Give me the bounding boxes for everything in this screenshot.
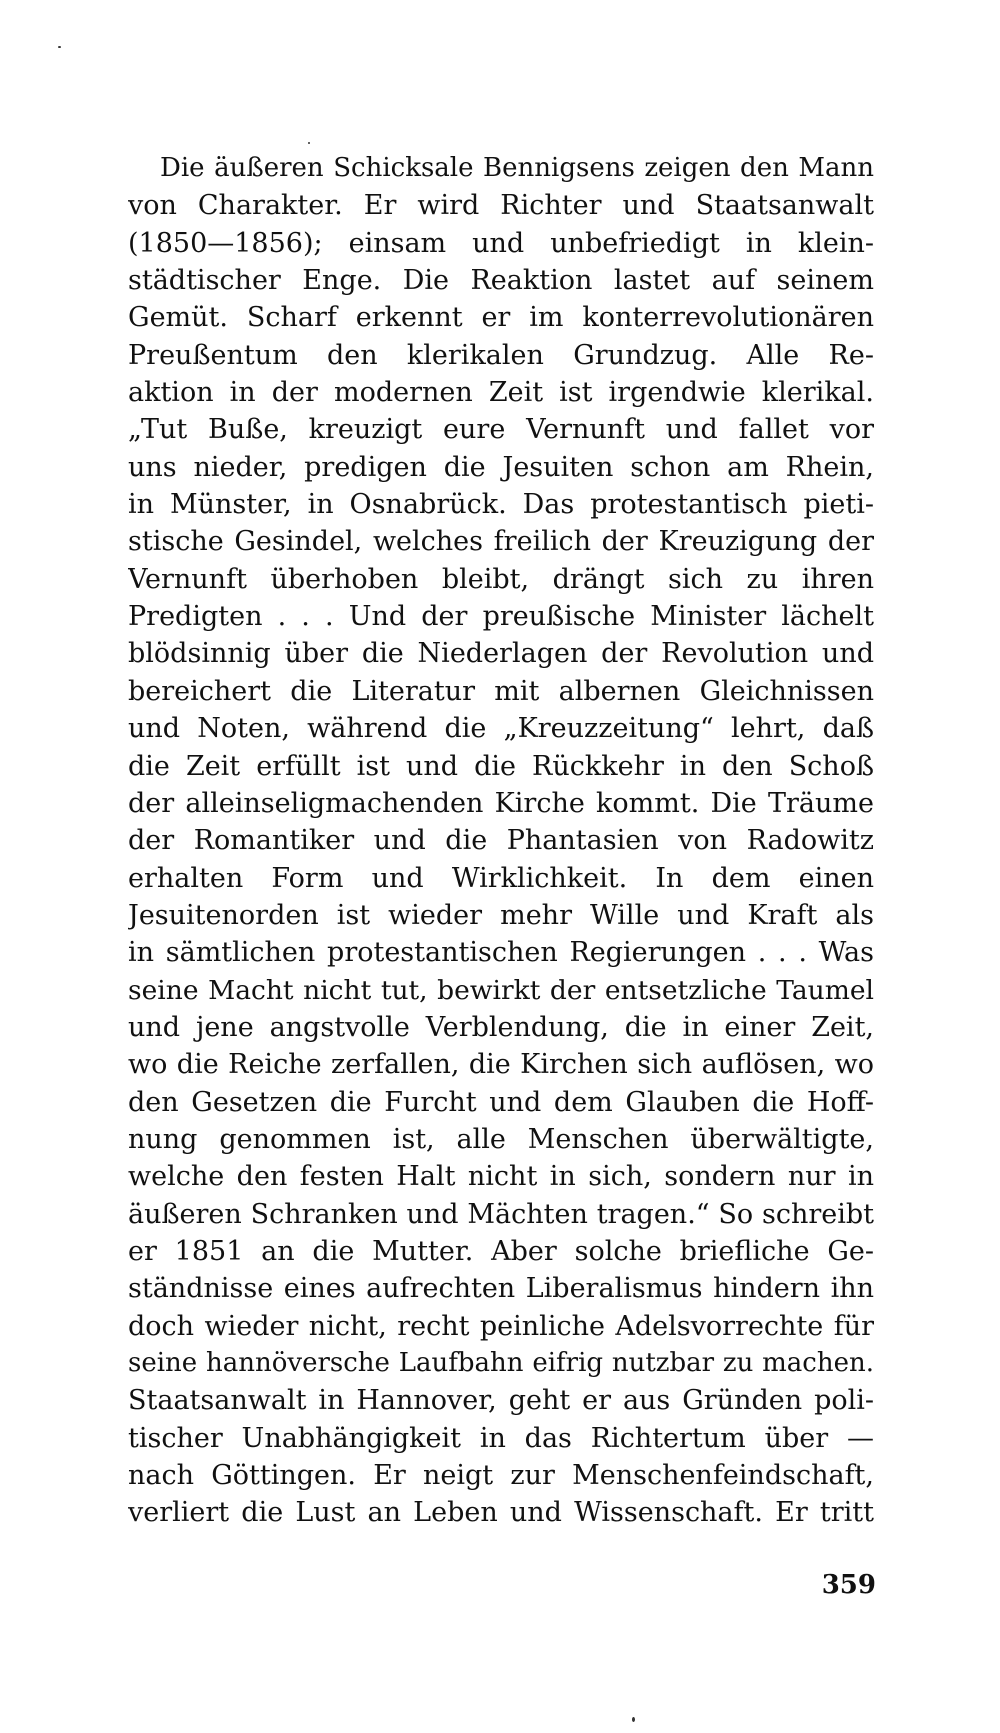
text-line: in Münster, in Osnabrück. Das protestantisch pieti- <box>128 489 874 521</box>
text-line: städtischer Enge. Die Reaktion lastet auf seinem <box>128 265 874 297</box>
text-line: Die äußeren Schicksale Bennigsens zeigen den Mann <box>160 153 874 183</box>
text-line: Gemüt. Scharf erkennt er im konterrevolutionären <box>128 302 874 334</box>
text-line: aktion in der modernen Zeit ist irgendwie klerikal. <box>128 377 874 409</box>
text-line: äußeren Schranken und Mächten tragen.“ So schreibt <box>128 1198 874 1230</box>
text-line: wo die Reiche zerfallen, die Kirchen sich auflösen, wo <box>128 1049 874 1081</box>
text-line: die Zeit erfüllt ist und die Rückkehr in den Schoß <box>128 750 874 782</box>
text-line: und jene angstvolle Verblendung, die in einer Zeit, <box>128 1011 874 1043</box>
text-line: seine Macht nicht tut, bewirkt der entsetzliche Taumel <box>128 974 874 1006</box>
text-line: und Noten, während die „Kreuzzeitung“ lehrt, daß <box>128 713 874 745</box>
text-line: uns nieder, predigen die Jesuiten schon am Rhein, <box>128 451 874 483</box>
text-line: er 1851 an die Mutter. Aber solche briefliche Ge- <box>128 1235 874 1267</box>
scan-speck <box>58 46 61 48</box>
page-number: 359 <box>821 1570 876 1600</box>
scan-speck <box>632 1717 635 1722</box>
text-line: stische Gesindel, welches freilich der Kreuzigung der <box>128 526 874 558</box>
text-line: in sämtlichen protestantischen Regierungen . . . Was <box>128 937 874 969</box>
text-line: verliert die Lust an Leben und Wissenschaft. Er tritt <box>128 1497 874 1529</box>
text-line: blödsinnig über die Niederlagen der Revolution und <box>128 638 874 670</box>
text-line: welche den festen Halt nicht in sich, sondern nur in <box>128 1161 874 1193</box>
text-line: bereichert die Literatur mit albernen Gleichnissen <box>128 675 874 707</box>
text-line: von Charakter. Er wird Richter und Staatsanwalt <box>128 190 874 222</box>
text-line: (1850—1856); einsam und unbefriedigt in klein- <box>128 227 874 259</box>
text-line: „Tut Buße, kreuzigt eure Vernunft und fallet vor <box>128 414 874 446</box>
text-line: nung genommen ist, alle Menschen überwältigte, <box>128 1123 874 1155</box>
text-line: der Romantiker und die Phantasien von Radowitz <box>128 825 874 857</box>
text-line: Preußentum den klerikalen Grundzug. Alle Re- <box>128 339 874 371</box>
text-line: tischer Unabhängigkeit in das Richtertum über — <box>128 1422 874 1454</box>
text-line: Staatsanwalt in Hannover, geht er aus Gründen poli- <box>128 1385 874 1417</box>
text-line: ständnisse eines aufrechten Liberalismus hindern ihn <box>128 1273 874 1305</box>
text-line: Vernunft überhoben bleibt, drängt sich zu ihren <box>128 563 874 595</box>
text-line: erhalten Form und Wirklichkeit. In dem einen <box>128 862 874 894</box>
text-line: Predigten . . . Und der preußische Minister lächelt <box>128 601 874 633</box>
text-line: den Gesetzen die Furcht und dem Glauben die Hoff- <box>128 1086 874 1118</box>
text-line: doch wieder nicht, recht peinliche Adelsvorrechte für <box>128 1310 874 1342</box>
scan-speck <box>308 142 310 144</box>
body-text <box>128 150 874 1532</box>
text-line: Jesuitenorden ist wieder mehr Wille und Kraft als <box>128 899 874 931</box>
text-line: seine hannöversche Laufbahn eifrig nutzbar zu machen. <box>128 1348 874 1378</box>
text-line: der alleinseligmachenden Kirche kommt. Die Träume <box>128 787 874 819</box>
text-line: nach Göttingen. Er neigt zur Menschenfeindschaft, <box>128 1460 874 1492</box>
